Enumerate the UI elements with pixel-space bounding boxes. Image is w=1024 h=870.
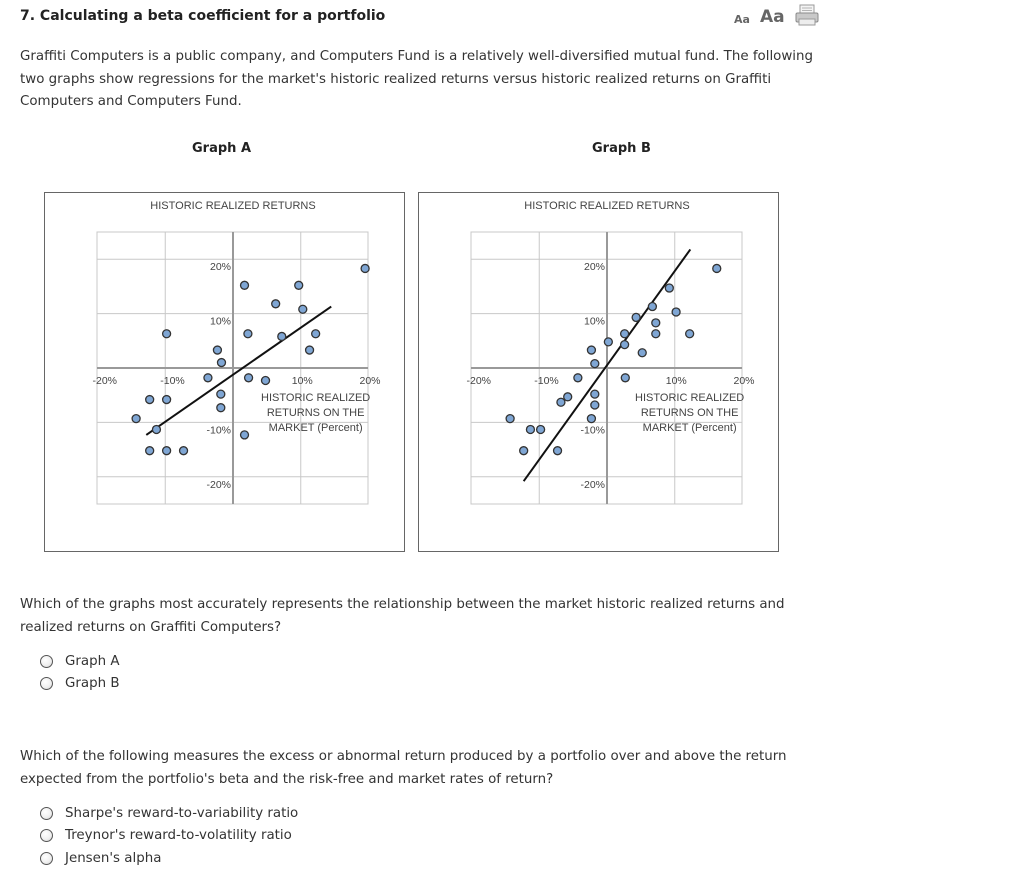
data-point <box>621 374 629 382</box>
increase-font-button[interactable]: Aa <box>759 7 785 27</box>
graph-b-title: Graph B <box>592 141 651 156</box>
graph-b-chart <box>419 193 780 553</box>
data-point <box>272 300 280 308</box>
data-point <box>361 264 369 272</box>
radio-button[interactable] <box>40 677 53 690</box>
data-point <box>591 360 599 368</box>
graph-a-chart <box>45 193 406 553</box>
question-1-options <box>40 650 120 695</box>
data-point <box>245 374 253 382</box>
graph-a-panel <box>44 192 405 552</box>
data-point <box>672 308 680 316</box>
x-axis-label: HISTORIC REALIZED <box>261 392 371 404</box>
x-tick-label: 20% <box>359 375 381 387</box>
data-point <box>648 303 656 311</box>
data-point <box>312 330 320 338</box>
data-point <box>686 330 694 338</box>
decrease-font-button[interactable]: Aa <box>734 12 750 26</box>
data-point <box>213 346 221 354</box>
data-point <box>278 332 286 340</box>
x-tick-label: -10% <box>160 375 185 387</box>
option-jensens-alpha[interactable] <box>40 847 298 870</box>
data-point <box>652 319 660 327</box>
y-tick-label: 10% <box>583 315 605 328</box>
option-label: Treynor's reward-to-volatility ratio <box>65 828 292 844</box>
data-point <box>262 377 270 385</box>
data-point <box>152 425 160 433</box>
data-point <box>665 284 673 292</box>
option-sharpe-ratio[interactable] <box>40 802 298 825</box>
x-tick-label: -10% <box>534 375 559 387</box>
x-tick-label: 10% <box>291 375 313 387</box>
y-tick-label: -20% <box>580 478 605 491</box>
radio-button[interactable] <box>40 655 53 668</box>
option-graph-b[interactable] <box>40 673 120 696</box>
data-point <box>520 447 528 455</box>
option-label: Jensen's alpha <box>65 850 162 866</box>
option-label: Graph B <box>65 676 120 692</box>
data-point <box>146 447 154 455</box>
data-point <box>295 281 303 289</box>
data-point <box>526 425 534 433</box>
question-2-options <box>40 802 298 870</box>
option-label: Sharpe's reward-to-variability ratio <box>65 805 299 821</box>
x-axis-label: MARKET (Percent) <box>642 422 737 434</box>
print-icon[interactable] <box>795 4 819 30</box>
data-point <box>217 390 225 398</box>
option-graph-a[interactable] <box>40 650 120 673</box>
x-axis-label: RETURNS ON THE <box>266 407 365 419</box>
data-point <box>587 415 595 423</box>
data-point <box>587 346 595 354</box>
question-2-text: Which of the following measures the excess or abnormal return produced by a portfolio over and above the return expected from the portfolio's beta and the risk-free and market rates of return? <box>20 749 787 787</box>
y-tick-label: -10% <box>580 424 605 437</box>
data-point <box>591 390 599 398</box>
x-axis-label: HISTORIC REALIZED <box>635 392 745 404</box>
data-point <box>244 330 252 338</box>
data-point <box>621 330 629 338</box>
radio-button[interactable] <box>40 807 53 820</box>
data-point <box>217 404 225 412</box>
data-point <box>217 359 225 367</box>
data-point <box>204 374 212 382</box>
data-point <box>506 415 514 423</box>
data-point <box>652 330 660 338</box>
data-point <box>554 447 562 455</box>
data-point <box>574 374 582 382</box>
data-point <box>163 396 171 404</box>
data-point <box>241 281 249 289</box>
data-point <box>306 346 314 354</box>
toolbar <box>734 6 819 28</box>
x-tick-label: 20% <box>733 375 755 387</box>
intro-paragraph: Graffiti Computers is a public company, and Computers Fund is a relatively well-diversified mutual fund. The following two graphs show regressions for the market's historic realized returns versus historic realized returns on Graffiti Computers and Computers Fund. <box>20 49 814 109</box>
data-point <box>713 264 721 272</box>
radio-button[interactable] <box>40 829 53 842</box>
y-tick-label: 20% <box>583 261 605 274</box>
data-point <box>241 431 249 439</box>
data-point <box>163 330 171 338</box>
data-point <box>537 425 545 433</box>
question-1-text: Which of the graphs most accurately represents the relationship between the market historic realized returns and realized returns on Graffiti Computers? <box>20 597 785 635</box>
graph-b-panel <box>418 192 779 552</box>
graph-a-title: Graph A <box>192 141 252 156</box>
data-point <box>180 447 188 455</box>
x-tick-label: -20% <box>466 375 492 387</box>
option-label: Graph A <box>65 653 120 669</box>
data-point <box>132 415 140 423</box>
y-tick-label: -10% <box>206 424 231 437</box>
data-point <box>591 401 599 409</box>
data-point <box>621 341 629 349</box>
radio-button[interactable] <box>40 852 53 865</box>
data-point <box>632 313 640 321</box>
chart-top-label: HISTORIC REALIZED RETURNS <box>150 200 316 212</box>
y-tick-label: 20% <box>209 261 231 274</box>
x-tick-label: -20% <box>92 375 118 387</box>
data-point <box>146 396 154 404</box>
x-axis-label: MARKET (Percent) <box>268 422 363 434</box>
chart-top-label: HISTORIC REALIZED RETURNS <box>524 200 690 212</box>
y-tick-label: -20% <box>206 478 231 491</box>
data-point <box>604 338 612 346</box>
data-point <box>638 349 646 357</box>
data-point <box>564 393 572 401</box>
x-axis-label: RETURNS ON THE <box>640 407 739 419</box>
x-tick-label: 10% <box>665 375 687 387</box>
data-point <box>299 305 307 313</box>
data-point <box>557 398 565 406</box>
y-tick-label: 10% <box>209 315 231 328</box>
option-treynor-ratio[interactable] <box>40 825 298 848</box>
question-title: 7. Calculating a beta coefficient for a portfolio <box>20 8 386 24</box>
data-point <box>163 447 171 455</box>
